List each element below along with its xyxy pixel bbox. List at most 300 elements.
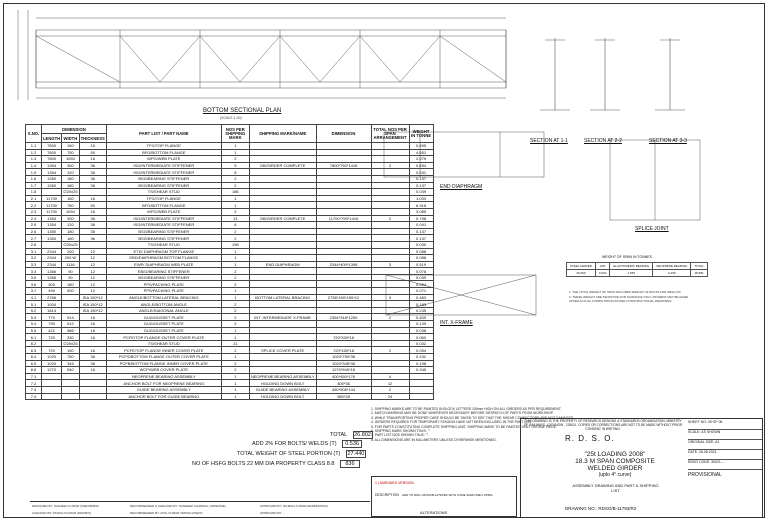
table-cell [249,202,316,209]
table-cell: 2344 [42,255,62,262]
table-row [26,241,434,248]
note-line: AFTER ACTUAL COMPUTATION AS PER CONSTRUCTIONAL DRAWINGS. [569,299,673,303]
table-cell [316,307,371,314]
table-cell: GB/GIRDER COMPLETE [249,162,316,169]
table-cell: PPS/PACKING PLATE [106,288,221,295]
table-cell [42,340,62,347]
table-cell [316,149,371,156]
table-cell: 1.4 [26,162,42,169]
table-cell: SPLICE COVER PLATE [249,347,316,354]
table-row [26,367,434,374]
table-cell: GB/GIRDER COMPLETE [249,215,316,222]
table-cell: ∅20x25 [63,189,78,195]
table-row [26,162,434,169]
table-cell: EBD/DIAPHRAGM BOTTOM FLANGE [106,255,221,262]
note-line: 1. THE TOTAL WEIGHT OF SPAN INCLUDES WEIGHT OF BOLTS AND WELD 2% [569,290,681,294]
table-row [26,202,434,209]
table-cell [79,189,106,196]
table-cell: 180 [62,175,79,182]
table-cell: 2 [221,347,249,354]
table-cell [316,143,371,150]
scale-cell: SCALE: AS SHOWN [688,430,762,440]
table-cell: 198 [221,241,249,248]
table-cell: 2738*150*150*12 [316,294,371,301]
table-cell: 0.137 [409,235,433,242]
table-cell: 2 [371,347,409,354]
table-cell: 90 [62,268,79,275]
table-cell: 1 [221,288,249,295]
table-cell [316,235,371,242]
table-cell [62,307,79,314]
table-cell: PPS/PACKING PLATE [106,281,221,288]
table-cell: 7.2 [26,380,42,387]
table-cell: 1020 [42,360,62,367]
table-cell: 490 [42,288,62,295]
table-cell: 6.918 [409,202,433,209]
table-cell [249,307,316,314]
table-cell: 90 [62,274,79,281]
table-cell: 300 [62,162,79,169]
table-row [26,268,434,275]
table-cell: 1.8 [26,189,42,196]
table-cell: 3 [371,261,409,268]
note-line: 7. PART LIST NOS SHOWN THUS: "". [371,433,430,438]
table-cell: 0.054 [409,347,433,354]
table-cell: 7800 [42,156,62,163]
table-cell: 4.651 [409,149,433,156]
table-cell: 16 [79,327,106,334]
table-cell: PCFE/TOP FLANGE OUTER COVER PLATE [106,334,221,341]
wt-v2: 1.553 [610,270,653,277]
col-dimension: DIMENSION [42,125,107,134]
table-cell [409,380,433,387]
bolts-label: ADD 2% FOR BOLTS/ WELDS (T) [252,441,337,447]
table-cell [316,156,371,163]
table-cell [62,386,79,393]
table-cell: 9 [221,162,249,169]
table-cell: 2.5 [26,222,42,229]
note-line: 2. MATCH MARKING MAY BE DONE WHEREVER NECESSARY BEFORE DESPATCH OF PARTS FROM WORKSHOP. [371,411,554,416]
end-diaphragm-title: END DIAPHRAGM [440,184,483,190]
sig-2: CHECKED BY: PANKAJ KUMAR (DEN/B/S) [32,511,91,515]
table-cell: 1.033 [409,195,433,202]
table-cell: 180 [62,281,79,288]
table-cell: 1350 [42,175,62,182]
table-cell: 1 [221,143,249,150]
table-cell: 980*28 [316,393,371,400]
table-cell: 2344 [42,261,62,268]
table-row [26,321,434,328]
table-row [26,255,434,262]
table-row [26,281,434,288]
table-cell: 36 [79,162,106,169]
table-cell: 6.5 [26,360,42,367]
table-cell: 0.030 [409,241,433,248]
table-cell: 2.3 [26,208,42,215]
table-cell: 2 [221,307,249,314]
table-cell: INT. INTERMEDIATE X-FRAME [249,314,316,321]
signature-row [30,501,370,518]
table-cell: 4 [371,373,409,380]
col-sno: S.NO. [26,125,42,143]
col-ship: SHIPPING MARK/NAME [249,125,316,143]
title-line: "25t LOADING 2008" [584,451,646,458]
table-cell: 0.495 [409,143,433,150]
table-cell: 11700*750*1416 [316,215,371,222]
alterations-label: ALTERATIONS [420,510,448,515]
table-cell [249,222,316,229]
table-cell: 0.039 [409,274,433,281]
table-cell: 3.1 [26,248,42,255]
table-cell: HOLDING DOWN BOLT [249,393,316,400]
table-cell: END DIAPHRAGM [249,261,316,268]
table-cell: 2 [221,367,249,374]
table-cell: BSG/BEARING STIFFENER [106,182,221,189]
wt-v0: 26.660 [567,270,596,277]
table-cell [249,334,316,341]
table-cell: 1354 [42,215,62,222]
table-cell: 2 [221,208,249,215]
table-cell [371,255,409,262]
table-cell: 12 [371,380,409,387]
table-cell: ISA 150*12 [79,301,106,308]
table-cell: 0.345 [409,367,433,374]
table-cell: 36 [79,169,106,176]
table-row [26,301,434,308]
wt-v3: 0.450 [653,270,691,277]
table-row [26,360,434,367]
table-cell: GUG/GUSSET PLATE [106,321,221,328]
table-cell [249,327,316,334]
table-cell [371,334,409,341]
table-cell: 36 [79,222,106,229]
hsfg-row [192,460,360,468]
table-cell: EB/G/BEARING STIFFENER [106,268,221,275]
table-cell [62,294,79,301]
table-cell [371,288,409,295]
total-value: 26.802 [354,432,371,438]
table-cell: 12 [79,255,106,262]
rdso-code: RDSO CODE: 30021-... [688,460,762,470]
table-cell [42,241,62,248]
table-cell: 1354 [42,169,62,176]
title-line: WELDED GIRDER [587,465,643,472]
note-line: 3. WHILE TRANSPORTING PROPER CARE SHOULD BE TAKEN TO SEE THAT THE SHEAR CONNECTORS ARE NOT DAMAGED. [371,415,575,420]
table-cell [249,321,316,328]
table-cell: 1 [221,202,249,209]
table-row [26,228,434,235]
col-weight: WEIGHT IN TONNE [409,125,433,143]
table-cell: TFG/TOP FLANGE [106,195,221,202]
table-cell: 1354 [42,162,62,169]
table-cell: 1020*345*36 [316,360,371,367]
table-cell [371,169,409,176]
table-cell: 0.078 [409,268,433,275]
table-cell [371,248,409,255]
col-length: LENGTH [43,135,61,141]
table-cell: 421 [42,327,62,334]
table-row [26,288,434,295]
table-cell [62,301,79,308]
table-cell: 1270 [42,367,62,374]
table-cell: 0.071 [409,288,433,295]
table-cell: 1 [221,149,249,156]
table-row [26,334,434,341]
table-row [26,215,434,222]
table-cell [249,281,316,288]
table-cell: 12 [79,248,106,255]
table-cell: 2.4 [26,215,42,222]
sig-5: APPROVED BY: RAJESH KUMAR (ED/B&S/SMO) [260,504,329,508]
table-cell: 2 [371,215,409,222]
bolts-value: 0.536 [342,440,362,448]
table-cell [249,175,316,182]
table-cell: WPG/WEB PLATE [106,156,221,163]
wt-v1: 0.062 [595,270,610,277]
table-cell: TFG/TOP FLANGE [106,143,221,150]
table-cell: 36 [79,215,106,222]
table-cell [371,149,409,156]
table-cell: NEOPRENE BEARING ASSEMBLY [250,374,315,380]
steel-value: 27.440 [347,451,365,457]
table-cell: 36 [79,228,106,235]
table-cell: 2344 [42,248,62,255]
table-cell [316,301,371,308]
wt-h2: ELASTOMERIC BEARING [610,263,653,270]
table-row [26,314,434,321]
table-cell: 12 [79,261,106,268]
table-cell: 770 [42,314,62,321]
table-cell: ISG/INTERMEDIATE STIFFENER [106,222,221,229]
splice-joint-title: SPLICE JOINT [635,226,669,232]
table-cell: 24 [371,393,409,400]
table-cell: GUIDE BEARING ASSEMBLY [106,386,221,393]
table-cell: BSG/BEARING STIFFENER [106,175,221,182]
table-cell: 7.3 [26,386,42,393]
table-cell: EWP/ DIAPHRAGM WEB PLATE [106,261,221,268]
table-cell: BSG/BEARING STIFFENER [106,274,221,281]
drawing-number: DRAWING NO.: RDSO/B-11793/R2 [565,506,637,511]
table-cell: ANCHOR BOLT FOR NEOPRENE BEARING [106,380,221,387]
table-cell: 790 [42,321,62,328]
title-line: 18.3 M SPAN COMPOSITE [575,458,655,465]
table-row [26,222,434,229]
table-cell [316,182,371,189]
table-cell: ISG/INTERMEDIATE STIFFENER [106,169,221,176]
plan-scale: (SCALE-1:40) [220,116,242,120]
table-cell: 5.1 [26,301,42,308]
table-row [26,373,434,380]
table-cell: 2 [221,268,249,275]
total-row [230,431,373,439]
table-cell [371,189,409,196]
wt-h3: NEOPRENE BEARING [653,263,691,270]
table-cell [249,268,316,275]
int-xframe-title: INT. X-FRAME [440,320,473,326]
table-row [26,248,434,255]
table-cell: 36 [79,360,106,367]
table-cell: ANGLE/DIAGONAL ANGLE [106,307,221,314]
table-cell: 720*150*16 [316,347,371,354]
table-cell [316,288,371,295]
table-cell: 12 [79,288,106,295]
table-cell: 0.519 [409,261,433,268]
note-line: 8. ALL DIMENSIONS ARE IN MILLIMETERS UNLESS OTHERWISE MENTIONED. [371,437,497,442]
table-cell: BSG/BEARING STIFFENER [106,228,221,235]
desc-label: DESCRIPTION [375,493,399,497]
table-row [26,307,434,314]
table-row [26,380,434,387]
table-cell [409,373,433,380]
table-cell [371,367,409,374]
table-cell [249,169,316,176]
table-cell: 16 [79,367,106,374]
table-row [26,294,434,301]
table-cell: 36 [79,235,106,242]
table-cell: 1 [221,195,249,202]
table-cell: 1356 [42,274,62,281]
table-cell: 1004 [42,301,62,308]
table-cell: 186 [221,189,249,196]
table-cell: 180 [62,182,79,189]
table-cell: 6.2 [26,340,42,347]
table-cell: 3.2 [26,255,42,262]
table-cell: WPG/WEB PLATE [106,208,221,215]
table-cell [249,255,316,262]
table-cell: 1.3 [26,156,42,163]
table-cell: 2766 [42,294,62,301]
table-cell: 3.5 [26,274,42,281]
table-cell: PCFB/BOTTOM FLANGE INNER COVER PLATE [106,360,221,367]
table-cell: GUG/GUSSET PLATE [106,327,221,334]
org-name: R. D. S. O. [565,434,615,443]
property-note: THIS DRAWING IS THE PROPERTY OF RESEARCH DESIGNS & STANDARDS ORGANISATION, MINISTRY OF RAILWAYS, LUCKNOW - 226011. COPIES OR CORRECTIONS ARE NOT TO BE MADE WITHOUT PRIOR CONSENT IN WRITING. [523,419,683,431]
section-3-title: SECTION AT 3-3 [649,138,687,144]
desc-value: ADD TO DRG. RDSO/B-11793/R2 WITH CODE 30021/SMO.1/PMG [402,493,493,497]
table-cell: 13 [221,215,249,222]
table-cell [79,373,106,380]
table-cell: 12 [79,281,106,288]
hsfg-label: NO OF HSFG BOLTS 22 MM DIA PROPERTY CLASS 8.8 [192,461,335,467]
table-cell [249,195,316,202]
table-cell [371,202,409,209]
table-row [26,235,434,242]
table-cell: 2 [221,281,249,288]
part-shipping-list-table [25,124,434,400]
table-cell: 0.032 [409,340,433,347]
table-cell: 5.4 [26,321,42,328]
table-cell: 1.6 [26,175,42,182]
table-cell: 400*36 [316,380,371,387]
table-cell: 345 [62,360,79,367]
table-cell: 2.6 [26,228,42,235]
table-cell: 1 [221,373,249,380]
table-cell: 1020 [42,354,62,361]
table-cell: 2 [221,274,249,281]
table-cell: 180 [62,235,79,242]
table-cell: 400*450*176 [316,373,371,380]
table-cell: 2 [221,314,249,321]
table-cell: 0.039 [409,189,433,196]
table-cell: 300 [42,281,62,288]
table-cell: 5.3 [26,314,42,321]
table-cell: 1 [221,380,249,387]
table-cell [371,340,409,347]
table-cell: 3.7 [26,288,42,295]
table-cell: BFG/BOTTOM FLANGE [106,202,221,209]
table-cell: 1 [221,255,249,262]
table-cell: 1 [221,354,249,361]
table-cell: 1.2 [26,149,42,156]
table-cell: 200 W [62,255,79,262]
table-cell [42,373,62,380]
table-cell [316,195,371,202]
table-cell: PCFS/BOTTOM FLANGE OUTER COVER PLATE [106,354,221,361]
table-cell: 1350 [42,228,62,235]
table-cell: 3.3 [26,261,42,268]
table-cell: BSG/BEARING STIFFENER [106,235,221,242]
table-cell [371,195,409,202]
table-cell [316,202,371,209]
table-cell: 5.2 [26,307,42,314]
table-cell: 0.041 [409,169,433,176]
weight-table [566,262,708,277]
table-cell [249,149,316,156]
table-cell: 586 [62,327,79,334]
table-cell: 7800 [42,149,62,156]
table-row [26,189,434,196]
table-cell: 0.137 [409,228,433,235]
table-row [26,261,434,268]
table-cell: 7800*750*1416 [316,162,371,169]
table-cell: 36 [79,175,106,182]
table-cell: BFG/BOTTOM FLANGE [106,149,221,156]
table-cell: 540 [62,367,79,374]
table-cell [371,281,409,288]
note-line: 5. FOR PARTS CONSTITUTING COMPLETE SHIPPING UNIT, SHIPPING MARK TO BE PAINTED ONLY ON ONE PIECE. [371,424,557,429]
table-cell [371,307,409,314]
provisional: PROVISIONAL [688,472,722,478]
table-cell: 1 [221,393,249,400]
table-cell: 11700 [42,195,62,202]
table-cell: TS/SHEAR STUD [106,340,221,347]
table-cell: 330 [62,334,79,341]
table-cell: 2.2 [26,202,42,209]
table-cell: 200 [62,248,79,255]
table-cell: 2.8 [26,241,42,248]
alterations-table [371,476,517,517]
sig-1: DESIGNED BY: SANJEEV KUMAR (SSE/CB/B/S) [32,504,99,508]
table-cell: 16 [79,334,106,341]
hsfg-value: 836 [340,460,360,468]
table-cell [62,373,79,380]
table-cell: 8 [221,169,249,176]
table-cell: 0.038 [409,327,433,334]
table-cell [316,208,371,215]
table-cell: GUG/GUSSET PLATE [106,314,221,321]
table-row [26,156,434,163]
table-cell: ISG/INTERMEDIATE STIFFENER [106,162,221,169]
table-row [26,208,434,215]
note-line: 1. SHIPPING MARKS ARE TO BE PAINTED IN BLOCK LETTERS 100mm HIGH ON ALL GIRDERS AS PER REQUIREMENT [371,407,561,411]
table-cell: ISA 150*12 [79,307,106,314]
table-cell [249,367,316,374]
table-row [26,195,434,202]
table-cell: ∅20x25 [63,242,78,248]
col-total: TOTAL NOS PER SPAN ARRANGEMENT [371,125,409,143]
table-cell: 1050 [62,156,79,163]
table-cell [371,175,409,182]
